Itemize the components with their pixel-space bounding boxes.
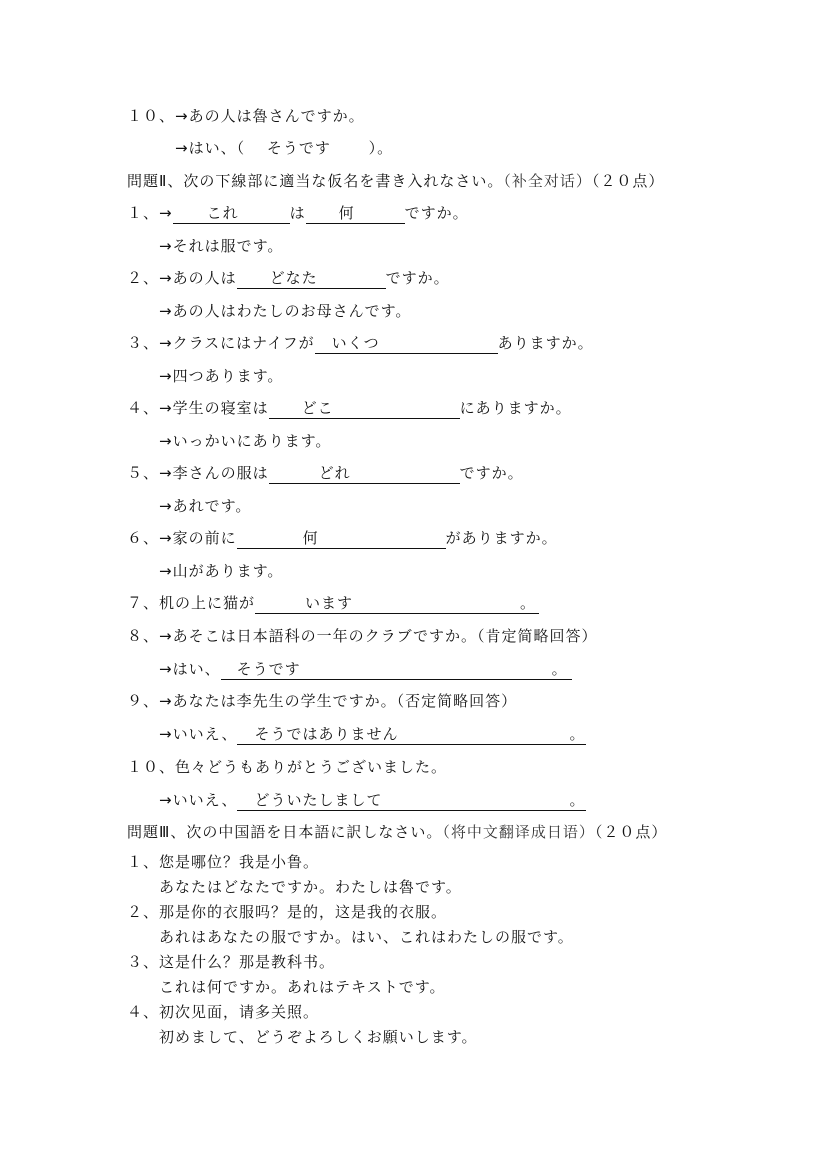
fill-item-10-reply	[159, 790, 586, 811]
section-3-points: （２０点）	[594, 823, 668, 841]
fill-item-1-reply: →それは服です。	[159, 237, 284, 255]
fill-item-2-suffix: ですか。	[385, 269, 450, 287]
fill-item-7-prefix: ７、机の上に猫が	[127, 594, 256, 612]
fill-item-4-prefix: ４、→学生の寝室は	[127, 399, 269, 417]
fill-item-9: ９、→あなたは李先生の学生ですか。（否定简略回答）	[127, 692, 518, 710]
fill-item-2-prefix: ２、→あの人は	[127, 269, 237, 287]
section-3-title: 問題Ⅲ、次の中国語を日本語に訳しなさい。	[127, 823, 443, 841]
fill-item-1-blank-1[interactable]	[173, 203, 290, 224]
fill-item-5	[127, 463, 524, 484]
fill-item-3	[127, 333, 594, 354]
translate-item-1-question: １、您是哪位？我是小鲁。	[127, 853, 320, 871]
fill-item-4-reply: →いっかいにあります。	[159, 432, 332, 450]
fill-item-6-answer: 何	[302, 529, 319, 547]
translate-item-2-answer: あれはあなたの服ですか。はい、これはわたしの服です。	[159, 928, 574, 946]
fill-item-1-prefix: １、→	[127, 204, 173, 222]
fill-item-9-answer: そうではありません	[254, 725, 399, 743]
section-2-note: （补全对话）	[503, 172, 592, 190]
fill-item-4	[127, 398, 572, 419]
fill-item-7	[127, 593, 539, 614]
fill-item-5-blank[interactable]	[269, 463, 460, 484]
fill-item-5-prefix: ５、→李さんの服は	[127, 464, 269, 482]
fill-item-10-reply-prefix: →いいえ、	[159, 791, 238, 809]
fill-item-7-blank[interactable]	[255, 593, 539, 614]
fill-item-4-blank[interactable]	[269, 398, 460, 419]
fill-item-1-blank-2[interactable]	[306, 203, 405, 224]
fill-item-3-reply: →四つあります。	[159, 367, 284, 385]
fill-item-4-answer: どこ	[301, 399, 334, 417]
fill-item-3-suffix: ありますか。	[497, 334, 594, 352]
fill-item-2	[127, 268, 450, 289]
fill-item-5-suffix: ですか。	[459, 464, 524, 482]
section-3-heading	[127, 822, 667, 842]
fill-item-9-blank[interactable]	[237, 724, 586, 745]
fill-item-5-reply: →あれです。	[159, 497, 252, 515]
fill-item-8-answer: そうです	[236, 660, 301, 678]
fill-item-6-blank[interactable]	[237, 528, 446, 549]
fill-item-6-suffix: がありますか。	[445, 529, 558, 547]
fill-item-1-middle: は	[289, 204, 306, 222]
question-10-answer: →はい、（ そうです ）。	[175, 139, 394, 157]
fill-item-9-reply-prefix: →いいえ、	[159, 725, 238, 743]
fill-item-8-period: 。	[551, 660, 568, 678]
translate-item-4-answer: 初めまして、どうぞよろしくお願いします。	[159, 1028, 478, 1046]
fill-item-8-reply-prefix: →はい、	[159, 660, 221, 678]
translate-item-4-question: ４、初次见面，请多关照。	[127, 1003, 320, 1021]
section-2-points: （２０点）	[591, 172, 665, 190]
fill-item-8-reply	[159, 659, 572, 680]
fill-item-7-answer: います	[305, 594, 354, 612]
fill-item-4-suffix: にありますか。	[459, 399, 572, 417]
fill-item-1-answer-1: これ	[206, 204, 239, 222]
fill-item-8: ８、→あそこは日本語科の一年のクラブですか。（肯定简略回答）	[127, 627, 598, 645]
fill-item-2-blank[interactable]	[237, 268, 386, 289]
fill-item-10-answer: どういたしまして	[254, 791, 383, 809]
fill-item-10-blank[interactable]	[237, 790, 586, 811]
fill-item-5-answer: どれ	[318, 464, 351, 482]
fill-item-6-prefix: ６、→家の前に	[127, 529, 237, 547]
section-2-heading	[127, 171, 664, 191]
fill-item-1-suffix: ですか。	[404, 204, 469, 222]
translate-item-3-answer: これは何ですか。あれはテキストです。	[159, 978, 446, 996]
fill-item-2-answer: どなた	[269, 269, 318, 287]
section-2-title: 問題Ⅱ、次の下線部に適当な仮名を書き入れなさい。	[127, 172, 504, 190]
fill-item-3-answer: いくつ	[331, 334, 380, 352]
translate-item-1-answer: あなたはどなたですか。わたしは魯です。	[159, 878, 462, 896]
question-10-prompt: １０、→あの人は魯さんですか。	[127, 107, 365, 125]
translate-item-3-question: ３、这是什么？那是教科书。	[127, 953, 336, 971]
fill-item-6	[127, 528, 558, 549]
fill-item-9-period: 。	[569, 725, 586, 743]
section-3-note: （将中文翻译成日语）	[442, 823, 595, 841]
fill-item-9-reply	[159, 724, 586, 745]
fill-item-7-period: 。	[520, 594, 537, 612]
fill-item-1	[127, 203, 469, 224]
fill-item-3-prefix: ３、→クラスにはナイフが	[127, 334, 315, 352]
translate-item-2-question: ２、那是你的衣服吗？是的，这是我的衣服。	[127, 903, 448, 921]
fill-item-2-reply: →あの人はわたしのお母さんです。	[159, 302, 412, 320]
fill-item-10: １０、色々どうもありがとうございました。	[127, 758, 448, 776]
fill-item-8-blank[interactable]	[221, 659, 572, 680]
fill-item-10-period: 。	[569, 791, 586, 809]
fill-item-3-blank[interactable]	[315, 333, 498, 354]
fill-item-6-reply: →山があります。	[159, 562, 284, 580]
fill-item-1-answer-2: 何	[338, 204, 355, 222]
